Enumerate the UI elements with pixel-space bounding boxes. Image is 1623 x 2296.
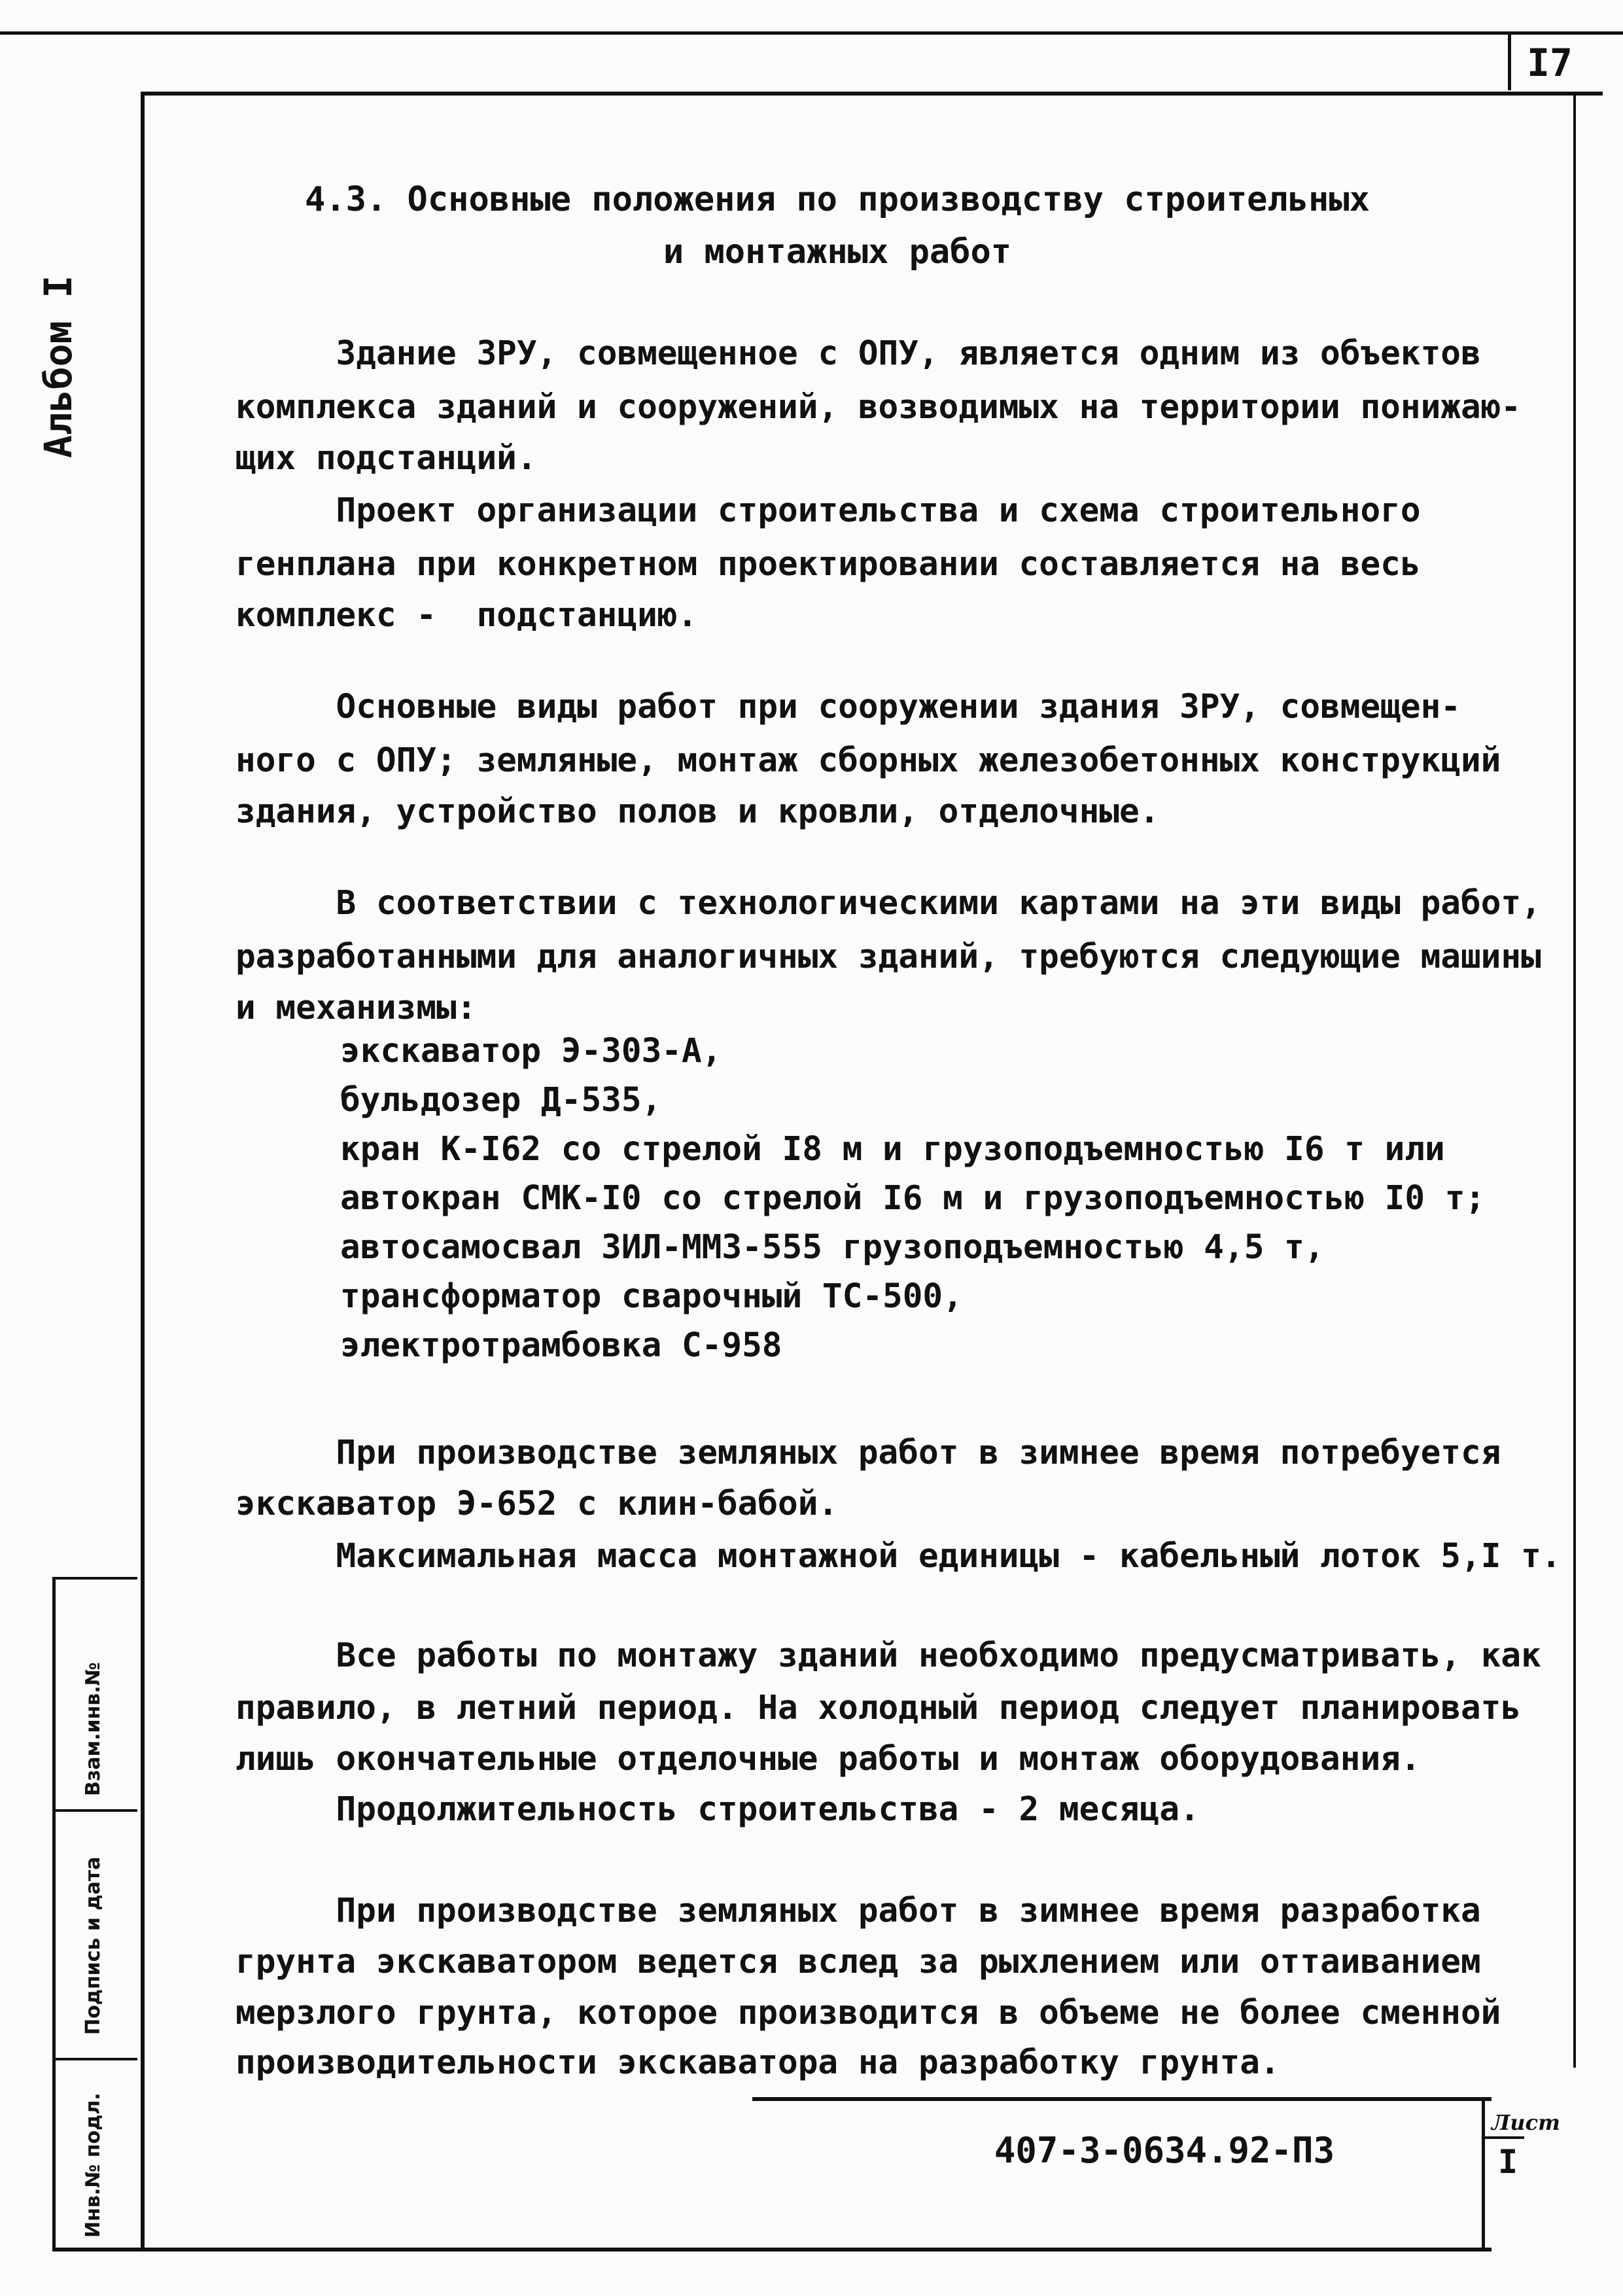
paragraph-line: Проект организации строительства и схема строительного: [236, 491, 1421, 530]
stamp-label-sign-date: Подпись и дата: [82, 1856, 105, 2035]
stamp-label-replaced: Взам.инв.№: [82, 1662, 105, 1796]
paragraph-line: здания, устройство полов и кровли, отделочные.: [236, 792, 1160, 831]
paragraph-line: ного с ОПУ; земляные, монтаж сборных железобетонных конструкций: [236, 741, 1501, 780]
frame-left: [141, 92, 145, 2251]
sheet-number: I: [1498, 2143, 1518, 2181]
frame-bottom: [52, 2248, 1492, 2252]
frame-top: [141, 92, 1603, 96]
machine-item: трансформатор сварочный ТС-500,: [340, 1277, 963, 1316]
paragraph-line: и механизмы:: [236, 989, 477, 1027]
document-code: 407-3-0634.92-ПЗ: [994, 2130, 1335, 2171]
section-heading-line1: 4.3. Основные положения по производству строительных: [305, 180, 1370, 219]
top-rule: [0, 31, 1623, 35]
page-number: I7: [1527, 41, 1573, 85]
section-heading-line2: и монтажных работ: [663, 232, 1012, 272]
sheet-divider: [1485, 2136, 1524, 2139]
paragraph-line: лишь окончательные отделочные работы и монтаж оборудования.: [236, 1740, 1421, 1778]
paragraph-line: Все работы по монтажу зданий необходимо предусматривать, как: [236, 1636, 1541, 1675]
paragraph-line: Основные виды работ при сооружении здания ЗРУ, совмещен-: [236, 688, 1461, 726]
paragraph-line: грунта экскаватором ведется вслед за рыхлением или оттаиванием: [236, 1943, 1481, 1981]
machine-item: бульдозер Д-535,: [340, 1081, 662, 1120]
paragraph-line: При производстве земляных работ в зимнее время разработка: [236, 1892, 1481, 1930]
machine-item: автосамосвал ЗИЛ-ММЗ-555 грузоподъемностью 4,5 т,: [340, 1228, 1325, 1267]
machine-item: электротрамбовка С-958: [340, 1326, 782, 1365]
title-block-divider: [1482, 2097, 1485, 2251]
paragraph-line: При производстве земляных работ в зимнее время потребуется: [236, 1434, 1501, 1472]
paragraph-line: мерзлого грунта, которое производится в объеме не более сменной: [236, 1994, 1501, 2032]
paragraph-line: комплекс - подстанцию.: [236, 596, 698, 635]
paragraph-line: Максимальная масса монтажной единицы - кабельный лоток 5,I т.: [236, 1537, 1562, 1576]
machine-item: кран К-I62 со стрелой I8 м и грузоподъемностью I6 т или: [340, 1130, 1445, 1169]
stamp-label-original: Инв.№ подл.: [82, 2093, 105, 2238]
paragraph-line: экскаватор Э-652 с клин-бабой.: [236, 1485, 839, 1523]
paragraph-line: генплана при конкретном проектировании составляется на весь: [236, 545, 1421, 584]
paragraph-line: В соответствии с технологическими картами на эти виды работ,: [236, 884, 1541, 923]
title-block-top: [752, 2097, 1492, 2101]
paragraph-line: Здание ЗРУ, совмещенное с ОПУ, является одним из объектов: [236, 334, 1481, 373]
paragraph-line: разработанными для аналогичных зданий, требуются следующие машины: [236, 938, 1541, 976]
machine-item: автокран СМК-I0 со стрелой I6 м и грузоподъемностью I0 т;: [340, 1179, 1486, 1218]
machine-item: экскаватор Э-303-А,: [340, 1032, 722, 1070]
paragraph-line: щих подстанций.: [236, 439, 537, 478]
sheet-label: Лист: [1492, 2110, 1560, 2135]
paragraph-line: правило, в летний период. На холодный период следует планировать: [236, 1689, 1522, 1727]
paragraph-line: Продолжительность строительства - 2 месяца.: [236, 1790, 1200, 1829]
paragraph-line: производительности экскаватора на разработку грунта.: [236, 2043, 1280, 2082]
paragraph-line: комплекса зданий и сооружений, возводимых на территории понижаю-: [236, 388, 1522, 427]
album-label: Альбом I: [36, 275, 80, 458]
